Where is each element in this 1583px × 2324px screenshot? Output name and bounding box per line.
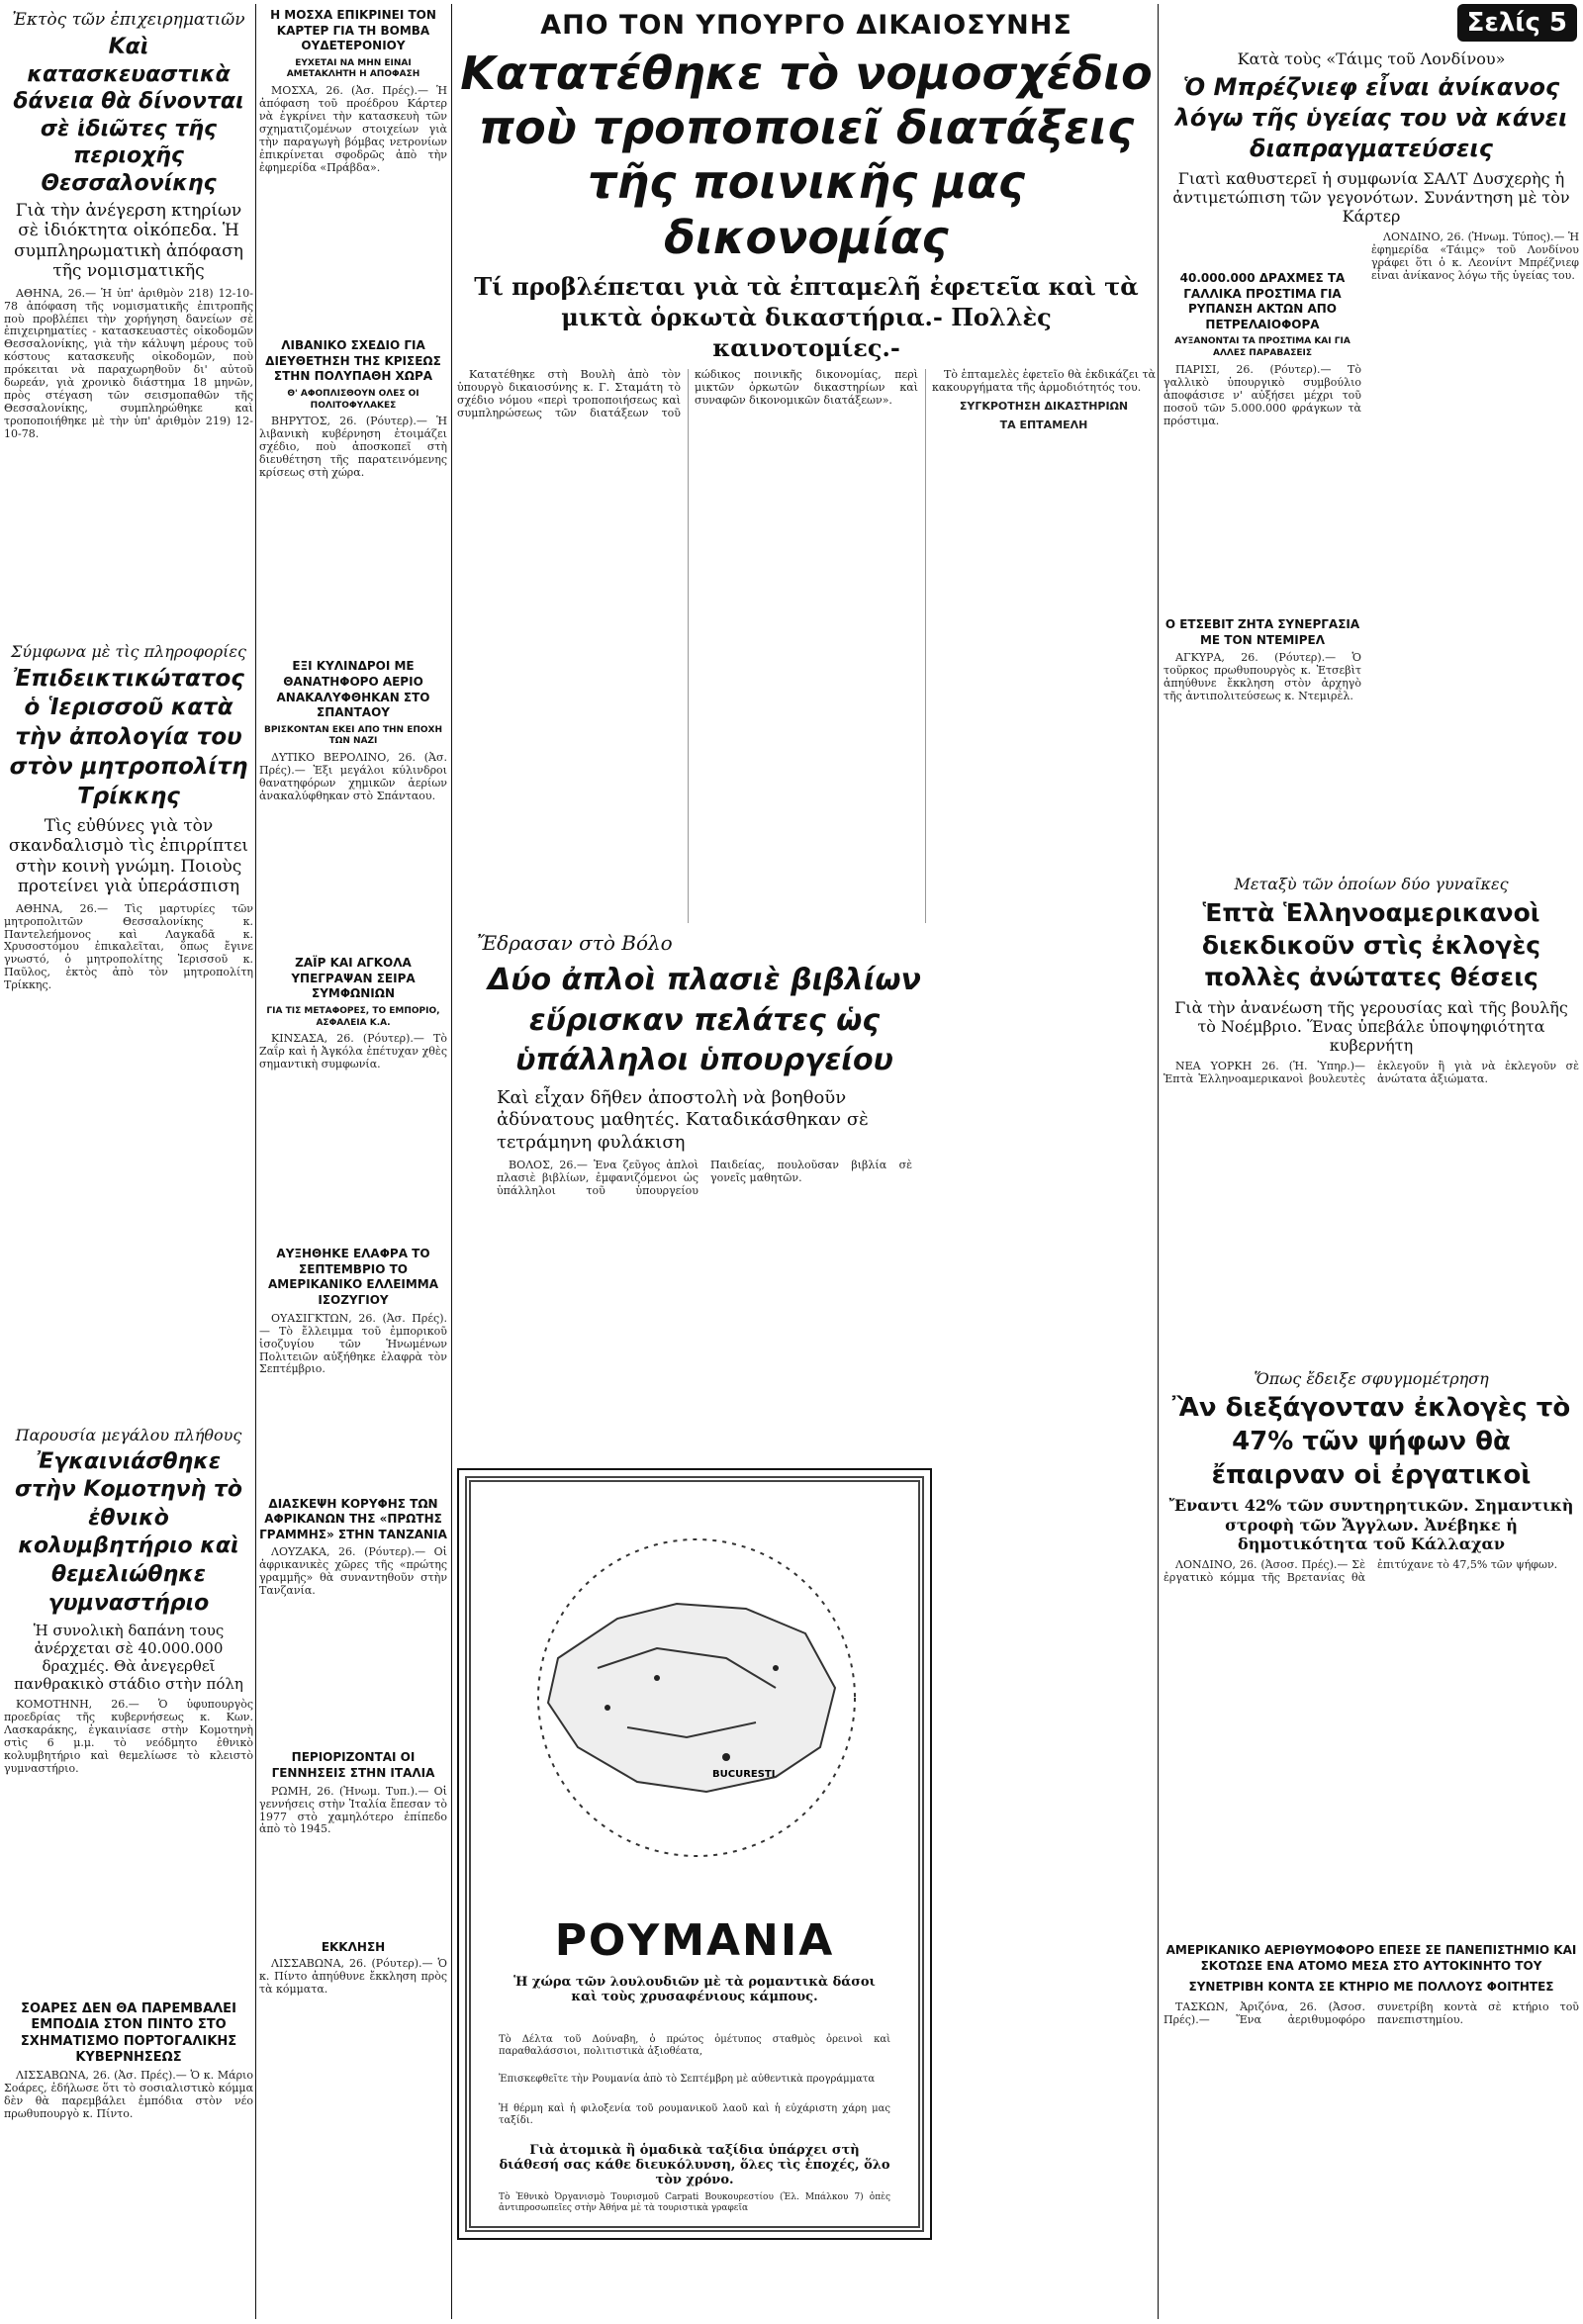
article-body-paragraph: ΛΟΝΔΙΝΟ, 26. (Ἀσοσ. Πρές).— Σὲ ἐργατικὸ κόμμα τῆς Βρετανίας θὰ ἐπιτύχανε τὸ 47,5% τῶν ψήφων.: [1164, 1557, 1558, 1584]
brief-body-paragraph: ΟΥΑΣΙΓΚΤΩΝ, 26. (Ἀσ. Πρές).— Τὸ ἔλλειμμα τοῦ ἐμπορικοῦ ἰσοζυγίου τῶν Ἡνωμένων Πολιτειῶν αὐξήθηκε ἐλαφρὰ τὸν Σεπτέμβριο.: [259, 1311, 447, 1376]
article-ierissos: [4, 665, 253, 1418]
article-subhead: ΤΑ ΕΠΤΑΜΕΛΗ: [999, 418, 1088, 432]
article-body-paragraph: ΒΟΛΟΣ, 26.— Ἐνα ζεῦγος ἀπλοὶ πλασιὲ βιβλίων, ἐμφανιζόμενοι ὡς ὑπάλληλοι τοῦ ὑπουργείου Παιδείας, πουλοῦσαν βιβλία σὲ γονεῖς μαθητῶν.: [497, 1159, 912, 1198]
article-body-paragraph: ΛΙΣΣΑΒΩΝΑ, 26. (Ἀσ. Πρές).— Ὁ κ. Μάριο Σοάρες, ἐδήλωσε ὅτι τὸ σοσιαλιστικὸ κόμμα δὲν θὰ παρεμβάλει ἐμπόδια στὸν νέο πρωθυπουργὸ κ. Πίντο.: [4, 2069, 253, 2121]
article-body: [1164, 1061, 1579, 1278]
brief-us-deficit: [259, 1247, 447, 1490]
brief-body: [259, 416, 447, 653]
article-kicker: Ἐκτὸς τῶν ἐπιχειρηματιῶν: [12, 10, 245, 30]
brief-body: [259, 1313, 447, 1491]
brief-subheadline: ΑΥΞΑΝΟΝΤΑΙ ΤΑ ΠΡΟΣΤΙΜΑ ΚΑΙ ΓΙΑ ΑΛΛΕΣ ΠΑΡΑΒΑΣΕΙΣ: [1174, 336, 1350, 359]
column-4: [1164, 4, 1579, 2319]
article-subheadline: Γιατὶ καθυστερεῖ ἡ συμφωνία ΣΑΛΤ Δυσχερὴς ἡ ἀντιμετώπιση τῶν γεγονότων. Συνάντηση μὲ τὸν Κάρτερ: [1172, 168, 1570, 226]
brief-headline: 40.000.000 ΔΡΑΧΜΕΣ ΤΑ ΓΑΛΛΙΚΑ ΠΡΟΣΤΙΜΑ ΓΙΑ ΡΥΠΑΝΣΗ ΑΚΤΩΝ ΑΠΟ ΠΕΤΡΕΛΑΙΟΦΟΡΑ: [1179, 271, 1346, 331]
brief-subheadline: ΣΥΝΕΤΡΙΒΗ ΚΟΝΤΑ ΣΕ ΚΤΗΡΙΟ ΜΕ ΠΟΛΛΟΥΣ ΦΟΙΤΗΤΕΣ: [1188, 1980, 1554, 1995]
article-body-paragraph: ΝΕΑ ΥΟΡΚΗ 26. (Ἡ. Ὑπηρ.)— Ἑπτὰ Ἑλληνοαμερικανοὶ βουλευτὲς ἐκλεγοῦν ἢ γιὰ νὰ ἐκλεγοῦν σὲ ἀνώτατα ἀξιώματα.: [1164, 1060, 1579, 1086]
article-penal-code: [457, 10, 1156, 923]
ad-tagline: Ἡ χώρα τῶν λουλουδιῶν μὲ τὰ ρομαντικὰ δάσοι καὶ τοὺς χρυσαφένιους κάμπους.: [513, 1975, 876, 2004]
brief-subheadline: Θ' ΑΦΟΠΛΙΣΘΟΥΝ ΟΛΕΣ ΟΙ ΠΟΛΙΤΟΦΥΛΑΚΕΣ: [287, 388, 419, 411]
ad-text-3: Ἡ θέρμη καὶ ἡ φιλοξενία τοῦ ρουμανικοῦ λαοῦ καὶ ἡ εὐχάριστη χάρη μας ταξίδι.: [499, 2103, 890, 2126]
brief-headline: Ο ΕΤΣΕΒΙΤ ΖΗΤΑ ΣΥΝΕΡΓΑΣΙΑ ΜΕ ΤΟΝ ΝΤΕΜΙΡΕΛ: [1164, 617, 1360, 647]
article-subheadline: Ἡ συνολικὴ δαπάνη τους ἀνέρχεται σὲ 40.000.000 δραχμές. Θὰ ἀνεγερθεῖ πανθρακικὸ στάδιο στὴν πόλη: [14, 1622, 243, 1694]
brief-headline: ΔΙΑΣΚΕΨΗ ΚΟΡΥΦΗΣ ΤΩΝ ΑΦΡΙΚΑΝΩΝ ΤΗΣ «ΠΡΩΤΗΣ ΓΡΑΜΜΗΣ» ΣΤΗΝ ΤΑΝΖΑΝΙΑ: [259, 1496, 447, 1541]
brief-plane-crash: [1164, 1943, 1579, 2298]
brief-french-fines: [1164, 271, 1361, 592]
brief-body-paragraph: ΤΑΣΚΩΝ, Ἀριζόνα, 26. (Ἀσοσ. Πρές).— Ἕνα ἀεριθυμοφόρο συνετρίβη κοντὰ σὲ κτήριο τοῦ πανεπιστημίου.: [1164, 1999, 1579, 2026]
article-body-paragraph: ΑΘΗΝΑ, 26.— Ἡ ὑπ' ἀριθμὸν 218) 12-10-78 ἀπόφαση τῆς νομισματικῆς ἐπιτροπῆς ποὺ προβλέπει τὴν χορήγηση δανείων σὲ ἐπιχειρηματίες - κατασκευαστὲς οἰκοδομῶν Θεσσαλονίκης, γιὰ τὴν κάλυψη μέρους τοῦ κόστους κατασκευῆς οἰκοδομῶν, ποὺ πρόκειται νὰ παραχωρηθοῦν δι' αὐτοῦ δωρεάν, γιὰ χρονικὸ διάστημα 18 μηνῶν, πρὸς στέγαση τῶν σεισμοπαθῶν τῆς Θεσσαλονίκης, συμπληρώθηκε καὶ τροποποιήθηκε μὲ τὴν ὑπ' ἀριθμὸν 219) 12-10-78.: [4, 286, 253, 441]
brief-body-paragraph: ΛΟΥΖΑΚΑ, 26. (Ρόυτερ).— Οἱ ἀφρικανικὲς χῶρες τῆς «πρώτης γραμμῆς» θὰ συναντηθοῦν στὴν Τανζανία.: [259, 1545, 447, 1598]
brief-body: [259, 752, 447, 950]
article-headline: Καὶ κατασκευαστικὰ δάνεια θὰ δίνονται σὲ ἰδιῶτες τῆς περιοχῆς Θεσσαλονίκης: [13, 35, 244, 196]
ad-text-2: Ἐπισκεφθεῖτε τὴν Ρουμανία ἀπὸ τὸ Σεπτέμβρη μὲ αὐθεντικὰ προγράμματα: [499, 2074, 876, 2085]
brief-headline: ΛΙΒΑΝΙΚΟ ΣΧΕΔΙΟ ΓΙΑ ΔΙΕΥΘΕΤΗΣΗ ΤΗΣ ΚΡΙΣΕΩΣ ΣΤΗΝ ΠΟΛΥΠΑΘΗ ΧΩΡΑ: [265, 338, 441, 384]
brief-body: [259, 85, 447, 332]
brief-lebanon: [259, 338, 447, 653]
article-body: [4, 1699, 253, 1996]
article-subheadline: Καὶ εἶχαν δῆθεν ἀποστολὴ νὰ βοηθοῦν ἀδύνατους μαθητές. Καταδικάσθηκαν σὲ τετράμηνη φυλάκιση: [497, 1086, 869, 1153]
column-divider: [1158, 4, 1159, 2319]
article-kicker: Μεταξὺ τῶν ὁποίων δύο γυναῖκες: [1234, 875, 1509, 893]
article-subheadline: Γιὰ τὴν ἀνέγερση κτηρίων σὲ ἰδιόκτητα οἰκόπεδα. Ἡ συμπληρωματικὴ ἀπόφαση τῆς νομισματικῆς: [14, 201, 243, 282]
brief-headline: ΕΚΚΛΗΣΗ: [321, 1939, 386, 1954]
brief-body-paragraph: ΡΩΜΗ, 26. (Ἠνωμ. Τυπ.).— Οἱ γεννήσεις στὴν Ἰταλία ἔπεσαν τὸ 1977 στὸ χαμηλότερο ἐπίπεδο ἀπὸ τὸ 1945.: [259, 1784, 447, 1836]
article-subheadline: Ἔναντι 42% τῶν συντηρητικῶν. Σημαντικὴ στροφὴ τῶν Ἄγγλων. Ἀνέβηκε ἡ δημοτικότητα τοῦ Κάλλαχαν: [1168, 1496, 1574, 1553]
article-uk-poll: [1164, 1369, 1579, 1816]
ad-footer: Τὸ Ἐθνικὸ Ὀργανισμὸ Τουρισμοῦ Carpati Βουκουρεστίου (Ἐλ. Μπάλκου 7) ὁπὲς ἀντιπροσωπεῖες στὴν Ἀθήνα μὲ τὰ τουριστικὰ γραφεῖα: [499, 2192, 890, 2213]
article-headline: Ἂν διεξάγονταν ἐκλογὲς τὸ 47% τῶν ψήφων θὰ ἔπαιρναν οἱ ἐργατικοὶ: [1171, 1393, 1571, 1490]
article-headline: Ἑπτὰ Ἑλληνοαμερικανοὶ διεκδικοῦν στὶς ἐκλογὲς πολλὲς ἀνώτατες θέσεις: [1201, 898, 1541, 991]
article-headline: Ἐπιδεικτικώτατος ὁ Ἱερισσοῦ κατὰ τὴν ἀπολογία του στὸν μητροπολίτη Τρίκκης: [9, 665, 248, 810]
brief-subheadline: ΓΙΑ ΤΙΣ ΜΕΤΑΦΟΡΕΣ, ΤΟ ΕΜΠΟΡΙΟ, ΑΣΦΑΛΕΙΑ Κ.Α.: [266, 1005, 440, 1028]
brief-body-paragraph: ΛΙΣΣΑΒΩΝΑ, 26. (Ρόυτερ).— Ὁ κ. Πίντο ἀπηύθυνε ἔκκληση πρὸς τὰ κόμματα.: [259, 1956, 447, 1996]
romania-map-icon: [479, 1510, 914, 1886]
brief-subheadline: ΕΥΧΕΤΑΙ ΝΑ ΜΗΝ ΕΙΝΑΙ ΑΜΕΤΑΚΛΗΤΗ Η ΑΠΟΦΑΣΗ: [286, 57, 420, 80]
article-body: [1164, 1559, 1579, 1816]
article-body: [1371, 232, 1579, 380]
article-headline: ΣΟΑΡΕΣ ΔΕΝ ΘΑ ΠΑΡΕΜΒΑΛΕΙ ΕΜΠΟΔΙΑ ΣΤΟΝ ΠΙΝΤΟ ΣΤΟ ΣΧΗΜΑΤΙΣΜΟ ΠΟΡΤΟΓΑΛΙΚΗΣ ΚΥΒΕΡΝΗΣΕΩΣ: [20, 2001, 237, 2065]
article-body-paragraph: ΛΟΝΔΙΝΟ, 26. (Ἠνωμ. Τύπος).— Ἡ ἐφημερίδα «Τάιμς» τοῦ Λονδίνου γράφει ὅτι ὁ κ. Λεονίντ Μπρέζνιεφ εἶναι ἀνίκανος λόγω τῆς ὑγείας του.: [1371, 231, 1579, 283]
article-subheadline: Τὶς εὐθύνες γιὰ τὸν σκανδαλισμὸ τὶς ἐπιρρίπτει στὴν κοινὴ γνώμη. Ποιοὺς προτείνει γιὰ ὑπεράσπιση: [8, 816, 249, 897]
brief-headline: Η ΜΟΣΧΑ ΕΠΙΚΡΙΝΕΙ ΤΟΝ ΚΑΡΤΕΡ ΓΙΑ ΤΗ ΒΟΜΒΑ ΟΥΔΕΤΕΡΟΝΙΟΥ: [270, 8, 436, 53]
article-headline: Δύο ἀπλοὶ πλασιὲ βιβλίων εὕρισκαν πελάτες ὡς ὑπάλληλοι ὑπουργείου: [488, 963, 921, 1078]
brief-spandau: [259, 659, 447, 950]
column-divider: [451, 4, 452, 2319]
brief-ecevit: [1164, 617, 1361, 870]
article-body: [497, 1160, 912, 1328]
section-badge: [1457, 4, 1577, 42]
article-subhead: ΣΥΓΚΡΟΤΗΣΗ ΔΙΚΑΣΤΗΡΙΩΝ: [959, 400, 1129, 414]
map-label: BUCURESTI: [712, 1769, 776, 1780]
article-komotini-pool: [4, 1448, 253, 1997]
article-body-paragraph: Τὸ ἑπταμελὲς ἐφετεῖο θὰ ἐκδικάζει τὰ κακουργήματα τῆς ἁρμοδιότητός του.: [932, 368, 1156, 395]
brief-body-paragraph: ΠΑΡΙΣΙ, 26. (Ρόυτερ).— Τὸ γαλλικὸ ὑπουργικὸ συμβούλιο ἀποφάσισε ν' αὐξήσει μέχρι τοῦ ποσοῦ τῶν 5.000.000 φράγκων τὰ πρόστιμα.: [1164, 362, 1361, 427]
article-body: [4, 2070, 253, 2307]
article-kicker: Ὅπως ἔδειξε σφυγμομέτρηση: [1254, 1369, 1489, 1388]
brief-body-paragraph: ΚΙΝΣΑΣΑ, 26. (Ρόυτερ).— Τὸ Ζαΐρ καὶ ἡ Ἀγκόλα ἐπέτυχαν χθὲς σημαντικὴ συμφωνία.: [259, 1032, 447, 1071]
brief-headline: ΖΑΪΡ ΚΑΙ ΑΓΚΟΛΑ ΥΠΕΓΡΑΨΑΝ ΣΕΙΡΑ ΣΥΜΦΩΝΙΩΝ: [291, 956, 416, 1001]
ad-call-to-action: Γιὰ ἀτομικὰ ἢ ὁμαδικὰ ταξίδια ὑπάρχει στὴ διάθεσή σας κάθε διευκόλυνση, ὅλες τὶς ἐποχές, ὅλο τὸν χρόνο.: [499, 2143, 890, 2187]
brief-headline: ΑΜΕΡΙΚΑΝΙΚΟ ΑΕΡΙΘΥΜΟΦΟΡΟ ΕΠΕΣΕ ΣΕ ΠΑΝΕΠΙΣΤΗΜΙΟ ΚΑΙ ΣΚΟΤΩΣΕ ΕΝΑ ΑΤΟΜΟ ΜΕΣΑ ΣΤΟ ΑΥΤΟΚΙΝΗΤΟ ΤΟΥ: [1165, 1943, 1577, 1973]
brief-body-paragraph: ΜΟΣΧΑ, 26. (Ἀσ. Πρές).— Ἡ ἀπόφαση τοῦ προέδρου Κάρτερ νὰ ἐγκρίνει τὴν κατασκευὴ τῶν σχηματιζομένων στοιχείων γιὰ τὴν παραγωγὴ βόμβας νετρονίων ἐπικρίνεται σφοδρῶς ἀπὸ τὴν ἐφημερίδα «Πράβδα».: [259, 84, 447, 174]
brief-body: [1164, 364, 1361, 592]
brief-appeal: [259, 1940, 447, 2077]
brief-body: [259, 1786, 447, 1934]
brief-body-paragraph: ΒΗΡΥΤΟΣ, 26. (Ρόυτερ).— Ἡ λιβανικὴ κυβέρνηση ἐτοιμάζει σχέδιο, ποὺ ἀποσκοπεῖ στὴ διευθέτηση τῆς παρατεινόμενης κρίσεως στὴ χώρα.: [259, 415, 447, 480]
ad-text-1: Τὸ Δέλτα τοῦ Δούναβη, ὁ πρώτος ὁμέτυπος σταθμὸς ὀρεινοὶ καὶ παραθαλάσσιοι, πολιτιστικὰ ἀξιοθέατα,: [499, 2034, 890, 2057]
brief-headline: ΑΥΞΗΘΗΚΕ ΕΛΑΦΡΑ ΤΟ ΣΕΠΤΕΜΒΡΙΟ ΤΟ ΑΜΕΡΙΚΑΝΙΚΟ ΕΛΛΕΙΜΜΑ ΙΣΟΖΥΓΙΟΥ: [267, 1247, 439, 1307]
brief-body: [259, 1546, 447, 1744]
article-headline: Ἐγκαινιάσθηκε στὴν Κομοτηνὴ τὸ ἐθνικὸ κολυμβητήριο καὶ θεμελιώθηκε γυμναστήριο: [14, 1448, 243, 1616]
brief-headline: ΕΞΙ ΚΥΛΙΝΔΡΟΙ ΜΕ ΘΑΝΑΤΗΦΟΡΟ ΑΕΡΙΟ ΑΝΑΚΑΛΥΦΘΗΚΑΝ ΣΤΟ ΣΠΑΝΤΑΟΥ: [276, 659, 430, 720]
article-soares: [4, 2001, 253, 2307]
article-kicker: Παρουσία μεγάλου πλήθους: [15, 1425, 242, 1444]
column-3: [457, 4, 1156, 2319]
ad-title: ΡΟΥΜΑΝΙΑ: [554, 1915, 835, 1966]
article-body-paragraph: ΚΟΜΟΤΗΝΗ, 26.— Ὁ ὑφυπουργὸς προεδρίας τῆς κυβερνήσεως κ. Κων. Λασκαράκης, ἐγκαινίασε στὴν Κομοτηνὴ στὶς 6 μ.μ. τὸ νεόδμητο ἐθνικὸ κολυμβητήριο καὶ θεμελίωσε τὸ κλειστὸ γυμναστήριο.: [4, 1698, 253, 1775]
brief-body: [1164, 652, 1361, 870]
brief-african-summit: [259, 1497, 447, 1745]
article-greek-americans: [1164, 875, 1579, 1278]
brief-italy-births: [259, 1750, 447, 1933]
article-kicker: ΑΠΟ ΤΟΝ ΥΠΟΥΡΓΟ ΔΙΚΑΙΟΣΥΝΗΣ: [540, 10, 1072, 41]
column-1: [4, 4, 253, 2319]
column-divider: [255, 4, 256, 2319]
article-kicker: Κατὰ τοὺς «Τάιμς τοῦ Λονδίνου»: [1237, 49, 1506, 68]
article-kicker: Σύμφωνα μὲ τὶς πληροφορίες: [11, 641, 246, 661]
article-construction-loans: [4, 10, 253, 634]
article-volos-salesmen: [457, 931, 1156, 1328]
article-subheadline: Τί προβλέπεται γιὰ τὰ ἐπταμελῆ ἐφετεῖα καὶ τὰ μικτὰ ὁρκωτὰ δικαστήρια.- Πολλὲς καινοτομίες.-: [474, 271, 1139, 363]
article-body-paragraph: ΑΘΗΝΑ, 26.— Τὶς μαρτυρίες τῶν μητροπολιτῶν Θεσσαλονίκης κ. Παντελεήμονος καὶ Λαγκαδᾶ κ. Χρυσοστόμου ἐπικαλεῖται, ὅπως ἔγινε γνωστό, ὁ μητροπολίτης Ἱερισσοῦ κ. Παῦλος, ἐκτὸς ἀπὸ τὸν μητροπολίτη Τρίκκης.: [4, 901, 253, 992]
article-body-paragraph: Κατατέθηκε στὴ Βουλὴ ἀπὸ τὸν ὑπουργὸ δικαιοσύνης κ. Γ. Σταμάτη τὸ σχέδιο νόμου «περὶ τροποποιήσεως καὶ συμπληρώσεως τῶν διατάξεων τοῦ κώδικος ποινικῆς δικονομίας, περὶ μικτῶν ὁρκωτῶν δικαστηρίων καὶ συναφῶν δικονομικῶν διατάξεων».: [457, 368, 918, 420]
brief-body-paragraph: ΔΥΤΙΚΟ ΒΕΡΟΛΙΝΟ, 26. (Ἀσ. Πρές).— Ἐξι μεγάλοι κύλινδροι θανατηφόρων χημικῶν ἀερίων ἀνακαλύφθηκαν στὸ Σπάνταου.: [259, 751, 447, 802]
article-body: [4, 903, 253, 1418]
brief-headline: ΠΕΡΙΟΡΙΖΟΝΤΑΙ ΟΙ ΓΕΝΝΗΣΕΙΣ ΣΤΗΝ ΙΤΑΛΙΑ: [271, 1750, 435, 1780]
brief-body: [259, 1958, 447, 2077]
romania-advertisement[interactable]: [457, 1468, 932, 2240]
article-body: [4, 288, 253, 634]
brief-body-paragraph: ΑΓΚΥΡΑ, 26. (Ρόυτερ).— Ὁ τοῦρκος πρωθυπουργὸς κ. Ἐτσεβὶτ ἀπηύθυνε ἔκκληση στὸν ἀρχηγὸ τῆς ἀντιπολιτεύσεως κ. Ντεμιρὲλ.: [1164, 651, 1361, 703]
brief-zaire-angola: [259, 956, 447, 1241]
article-body: [457, 369, 1156, 923]
brief-subheadline: ΒΡΙΣΚΟΝΤΑΝ ΕΚΕΙ ΑΠΟ ΤΗΝ ΕΠΟΧΗ ΤΩΝ ΝΑΖΙ: [263, 724, 443, 747]
article-kicker: Ἔδρασαν στὸ Βόλο: [477, 931, 673, 956]
article-subheadline: Γιὰ τὴν ἀνανέωση τῆς γερουσίας καὶ τῆς βουλῆς τὸ Νοέμβριο. Ἕνας ὑπεβάλε ὑποψηφιότητα κυβερνήτη: [1174, 997, 1568, 1055]
brief-moscow-carter: [259, 8, 447, 332]
brief-body: [1164, 2001, 1579, 2298]
article-headline: Ὁ Μπρέζνιεφ εἶναι ἀνίκανος λόγω τῆς ὑγείας του νὰ κάνει διαπραγματεύσεις: [1174, 73, 1568, 163]
brief-body: [259, 1033, 447, 1241]
article-body-continued: [946, 1468, 1154, 2240]
article-headline: Κατατέθηκε τὸ νομοσχέδιο ποὺ τροποποιεῖ διατάξεις τῆς ποινικῆς μας δικονομίας: [460, 46, 1153, 264]
column-2: [259, 4, 447, 2319]
section-badge-label: Σελίς 5: [1466, 8, 1567, 38]
